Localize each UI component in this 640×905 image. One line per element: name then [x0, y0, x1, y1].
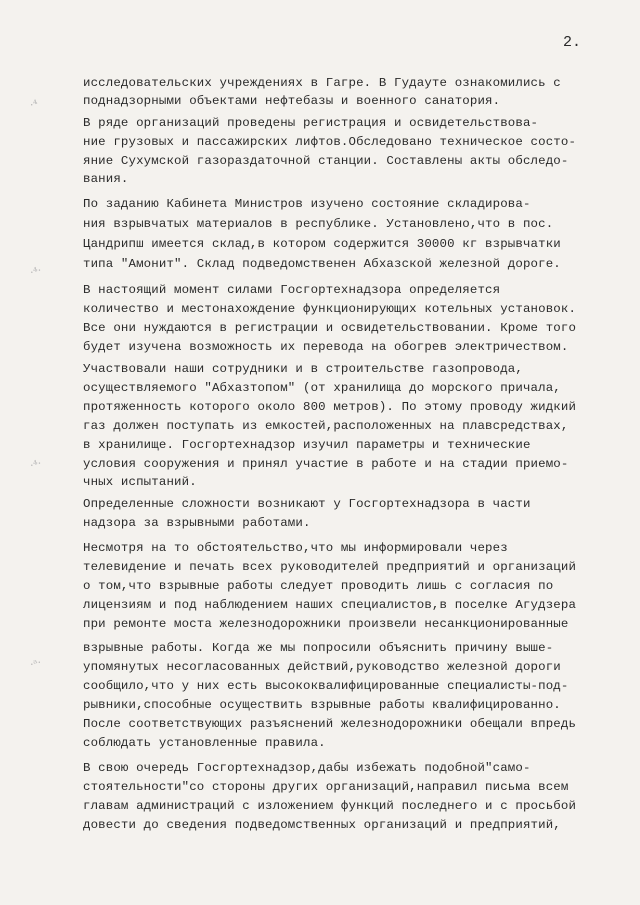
- text-line: сообщило,что у них есть высококвалифицированные специалисты-под-: [83, 679, 569, 693]
- text-line: упомянутых несогласованных действий,руководство железной дороги: [83, 660, 561, 674]
- text-line: главам администраций с изложением функций последнего и с просьбой: [83, 799, 577, 813]
- text-line: протяженность которого около 800 метров). По этому проводу жидкий: [83, 400, 577, 414]
- text-line: Несмотря на то обстоятельство,что мы информировали через: [83, 541, 508, 555]
- text-line: будет изучена возможность их перевода на обогрев электричеством.: [83, 340, 569, 354]
- text-line: соблюдать установленные правила.: [83, 736, 326, 750]
- text-line: ние грузовых и пассажирских лифтов.Обследовано техническое состо-: [83, 135, 577, 149]
- text-line: чных испытаний.: [83, 475, 197, 489]
- text-line: вания.: [83, 172, 129, 186]
- text-line: условия сооружения и принял участие в работе и на стадии приемо-: [83, 457, 569, 471]
- text-line: о том,что взрывные работы следует проводить лишь с согласия по: [83, 579, 554, 593]
- text-line: После соответствующих разъяснений железнодорожники обещали впредь: [83, 717, 577, 731]
- text-line: исследовательских учреждениях в Гагре. В Гудауте ознакомились с: [83, 76, 561, 90]
- text-line: типа "Амонит". Склад подведомственен Абхазской железной дороге.: [83, 257, 561, 271]
- text-line: газ должен поступать из емкостей,расположенных на плавсредствах,: [83, 419, 569, 433]
- text-line: Все они нуждаются в регистрации и освидетельствовании. Кроме того: [83, 321, 577, 335]
- text-line: надзора за взрывными работами.: [83, 516, 311, 530]
- text-line: ния взрывчатых материалов в республике. Установлено,что в пос.: [83, 217, 554, 231]
- text-line: В ряде организаций проведены регистрация и освидетельствова-: [83, 116, 539, 130]
- text-line: В свою очередь Госгортехнадзор,дабы избежать подобной"само-: [83, 761, 531, 775]
- text-line: взрывные работы. Когда же мы попросили объяснить причину выше-: [83, 641, 554, 655]
- margin-annotation: ·⁴·: [28, 263, 43, 280]
- text-line: стоятельности"со стороны других организаций,направил письма всем: [83, 780, 569, 794]
- text-line: довести до сведения подведомственных организаций и предприятий,: [83, 818, 561, 832]
- margin-annotation: ·⁴·: [28, 456, 43, 473]
- text-line: телевидение и печать всех руководителей предприятий и организаций: [83, 560, 577, 574]
- text-line: в хранилище. Госгортехнадзор изучил параметры и технические: [83, 438, 531, 452]
- text-line: Цандрипш имеется склад,в котором содержится 30000 кг взрывчатки: [83, 237, 561, 251]
- text-line: осуществляемого "Абхазтопом" (от хранилища до морского причала,: [83, 381, 561, 395]
- text-line: рывники,способные осуществить взрывные работы квалифицированно.: [83, 698, 561, 712]
- text-line: яние Сухумской газораздаточной станции. Составлены акты обследо-: [83, 154, 569, 168]
- text-line: количество и местонахождение функционирующих котельных установок.: [83, 302, 577, 316]
- margin-annotation: ·⁴: [28, 97, 40, 112]
- text-line: Участвовали наши сотрудники и в строительстве газопровода,: [83, 362, 523, 376]
- text-line: лицензиям и под наблюдением наших специалистов,в поселке Агудзера: [83, 598, 577, 612]
- text-line: В настоящий момент силами Госгортехнадзора определяется: [83, 283, 501, 297]
- margin-annotation: ·ᵃ·: [28, 655, 43, 672]
- text-line: Определенные сложности возникают у Госгортехнадзора в части: [83, 497, 531, 511]
- text-line: при ремонте моста железнодорожники произвели несанкционированные: [83, 617, 569, 631]
- text-line: По заданию Кабинета Министров изучено состояние складирова-: [83, 197, 531, 211]
- text-line: поднадзорными объектами нефтебазы и военного санатория.: [83, 94, 501, 108]
- page-number: 2.: [563, 34, 582, 51]
